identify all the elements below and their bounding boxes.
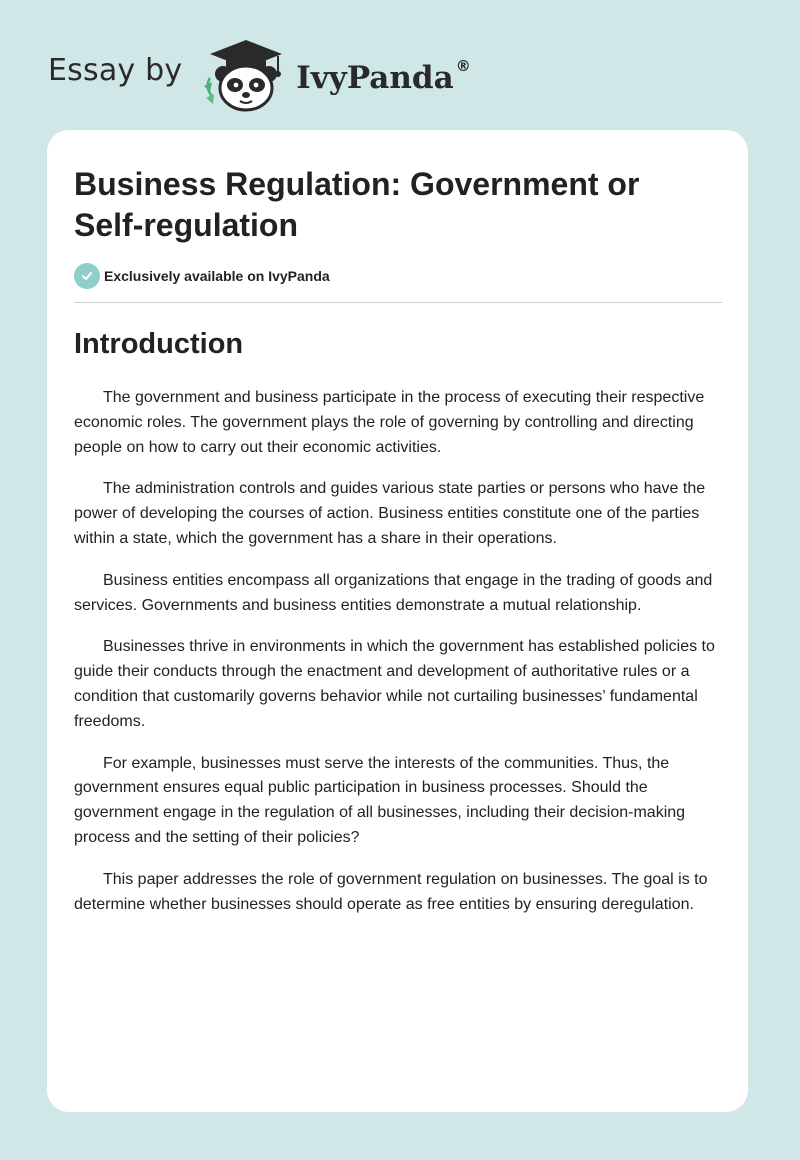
paragraph: Business entities encompass all organizations that engage in the trading of goods and services. Governments and business entities demonstrate a mutual relationship. [74, 571, 713, 614]
site-logo[interactable] [48, 34, 471, 114]
check-circle-icon [74, 263, 100, 289]
exclusive-badge [74, 263, 330, 289]
essay-card [47, 130, 748, 1112]
paragraph: Businesses thrive in environments in which the government has established policies to guide their conducts through the enactment and development of authoritative rules or a condition that customarily governs behavior while not curtailing businesses’ fundamental freedoms. [74, 638, 715, 730]
title-divider [74, 302, 722, 303]
paragraph: For example, businesses must serve the interests of the communities. Thus, the government ensures equal public participation in business processes. Should the government engage in the regulation of all businesses, including their decision-making process and the setting of their policies? [74, 754, 686, 846]
registered-mark: ® [455, 57, 471, 75]
panda-graduate-icon [196, 34, 292, 114]
paragraph: The government and business participate in the process of executing their respective economic roles. The government plays the role of governing by controlling and directing people on how to carry out their economic activities. [74, 389, 705, 456]
paragraph: The administration controls and guides various state parties or persons who have the power of developing the courses of action. Business entities constitute one of the parties within a state, which the government has a share in their operations. [74, 480, 706, 547]
essay-body [74, 386, 726, 934]
logo-prefix: Essay by [48, 52, 183, 88]
paragraph: This paper addresses the role of government regulation on businesses. The goal is to determine whether businesses should operate as free entities by ensuring deregulation. [74, 870, 708, 913]
section-heading: Introduction [74, 328, 244, 360]
essay-title: Business Regulation: Government or Self-regulation [74, 166, 640, 243]
badge-text: Exclusively available on IvyPanda [104, 268, 330, 284]
logo-brand: IvyPanda [296, 60, 454, 96]
